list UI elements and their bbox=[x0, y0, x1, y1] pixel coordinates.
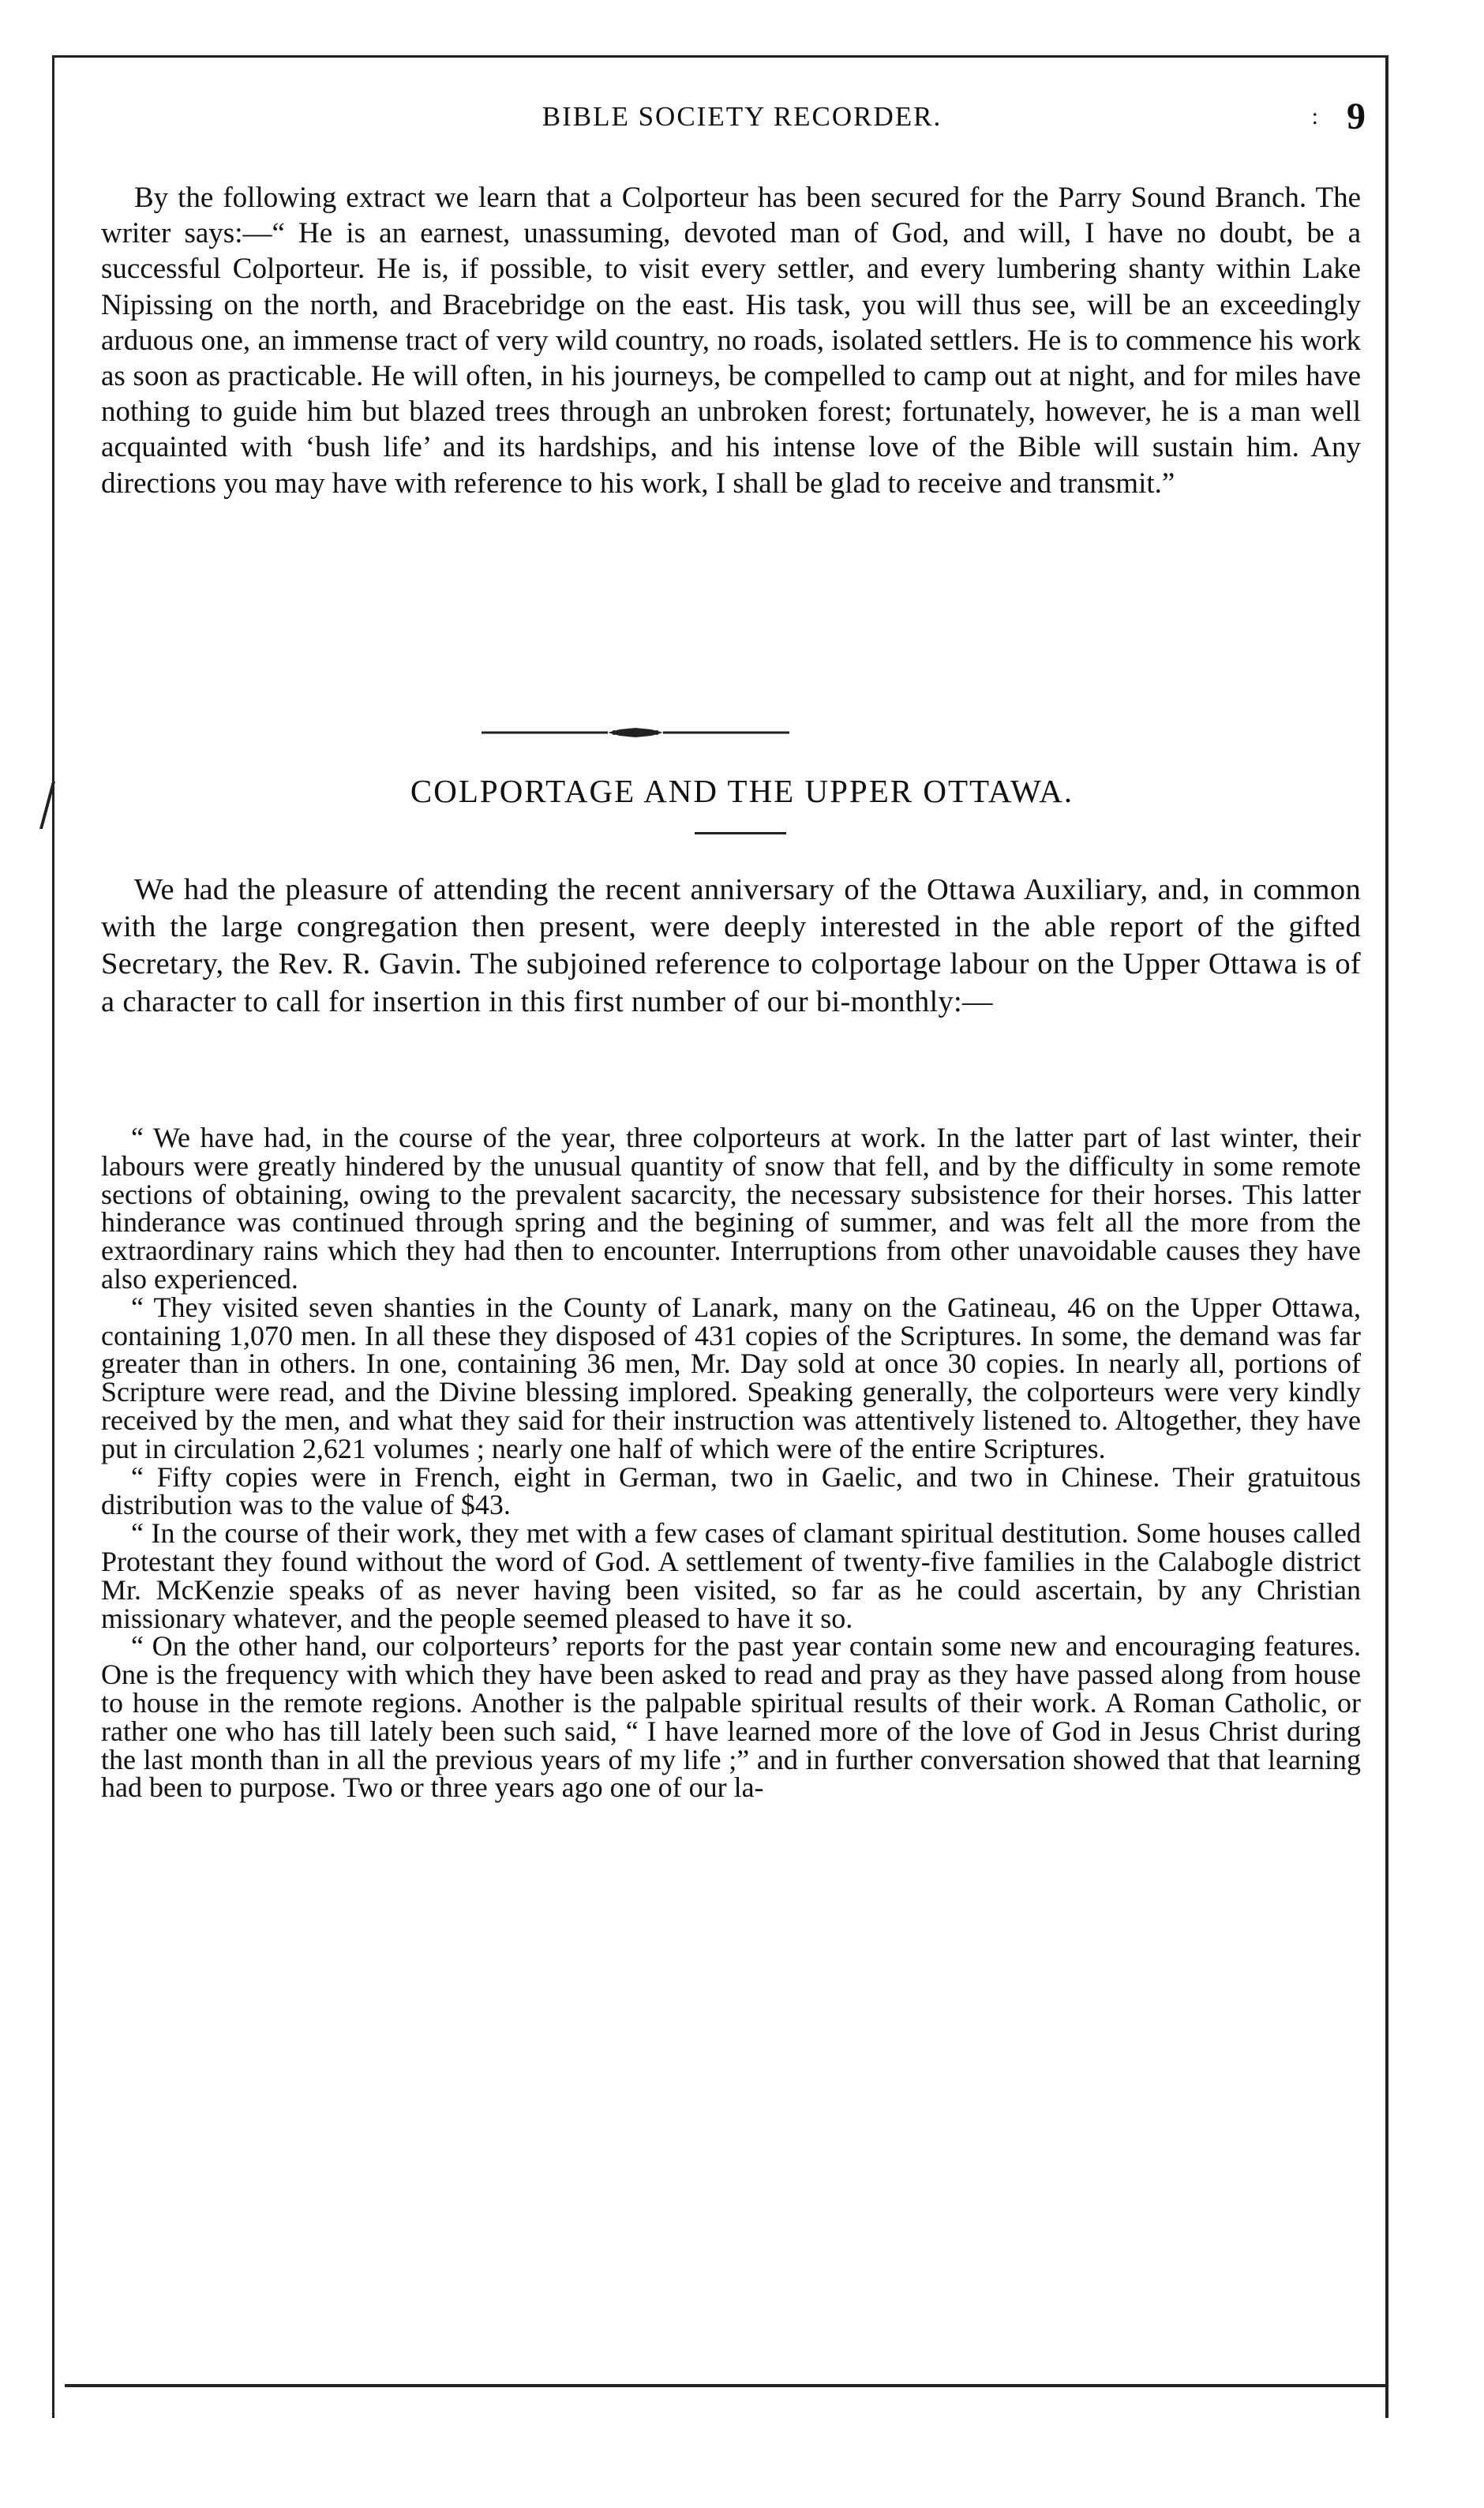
section-heading: COLPORTAGE AND THE UPPER OTTAWA. bbox=[410, 773, 1074, 809]
bottom-rule bbox=[65, 2384, 1388, 2387]
quoted-report bbox=[101, 1124, 1361, 1802]
quoted-paragraph: “ Fifty copies were in French, eight in German, two in Gaelic, and two in Chinese. Their gratuitous distribution was to the value of $43. bbox=[101, 1460, 1361, 1521]
running-head bbox=[0, 93, 1484, 141]
quoted-paragraph: “ In the course of their work, they met with a few cases of clamant spiritual destitution. Some houses called Protestant they found without the word of God. A settlement of twenty-five families in the Calabogle district Mr. McKenzie speaks of as never having been visited, so far as he could ascertain, by any Christian missionary whatever, and the people seemed pleased to have it so. bbox=[101, 1517, 1361, 1634]
quoted-paragraph: “ They visited seven shanties in the County of Lanark, many on the Gatineau, 46 on the Upper Ottawa, containing 1,070 men. In all these they disposed of 431 copies of the Scriptures. In some, the demand was far greater than in others. In one, containing 36 men, Mr. Day sold at once 30 copies. In nearly all, portions of Scripture were read, and the Divine blessing implored. Speaking generally, the colporteurs were very kindly received by the men, and what they said for their instruction was attentively listened to. Altogether, they have put in circulation 2,621 volumes ; nearly one half of which were of the entire Scriptures. bbox=[101, 1291, 1361, 1464]
page-number: 9 bbox=[1347, 96, 1366, 137]
running-title: BIBLE SOCIETY RECORDER. bbox=[542, 101, 942, 132]
heading-rule bbox=[695, 832, 786, 834]
opening-paragraph: By the following extract we learn that a Colporteur has been secured for the Parry Sound Branch. The writer says:—“ He is an earnest, unassuming, devoted man of God, and will, I have no doubt, be a successful Colporteur. He is, if possible, to visit every settler, and every lumbering shanty within Lake Nipissing on the north, and Bracebridge on the east. His task, you will thus see, will be an exceedingly arduous one, an immense tract of very wild country, no roads, isolated settlers. He is to commence his work as soon as practicable. He will often, in his journeys, be compelled to camp out at night, and for miles have nothing to guide him but blazed trees through an unbroken forest; fortunately, however, he is a man well acquainted with ‘bush life’ and its hardships, and his intense love of the Bible will sustain him. Any directions you may have with reference to his work, I shall be glad to receive and transmit.” bbox=[101, 182, 1361, 500]
quoted-paragraph: “ We have had, in the course of the year, three colporteurs at work. In the latter part of last winter, their labours were greatly hindered by the unusual quantity of snow that fell, and by the difficulty in some remote sections of obtaining, owing to the prevalent sacarcity, the necessary subsistence for their horses. This latter hinderance was continued through spring and the begining of summer, and was felt all the more from the extraordinary rains which they had then to encounter. Interruptions from other unavoidable causes they have also experienced. bbox=[101, 1122, 1361, 1295]
quoted-paragraph: “ On the other hand, our colporteurs’ reports for the past year contain some new and encouraging features. One is the frequency with which they have been asked to read and pray as they have passed along from house to house in the remote regions. Another is the palpable spiritual results of their work. A Roman Catholic, or rather one who has till lately been such said, “ I have learned more of the love of God in Jesus Christ during the last month than in all the previous years of my life ;” and in further conversation showed that that learning had been to purpose. Two or three years ago one of our la- bbox=[101, 1630, 1361, 1804]
running-head-colon: : bbox=[1311, 103, 1318, 129]
section-intro-paragraph: We had the pleasure of attending the recent anniversary of the Ottawa Auxiliary, and, in common with the large congregation then present, were deeply interested in the able report of the gifted Secretary, the Rev. R. Gavin. The subjoined reference to colportage labour on the Upper Ottawa is of a character to call for insertion in this first number of our bi-monthly:— bbox=[101, 873, 1361, 1018]
section-divider-ornament bbox=[482, 725, 789, 740]
